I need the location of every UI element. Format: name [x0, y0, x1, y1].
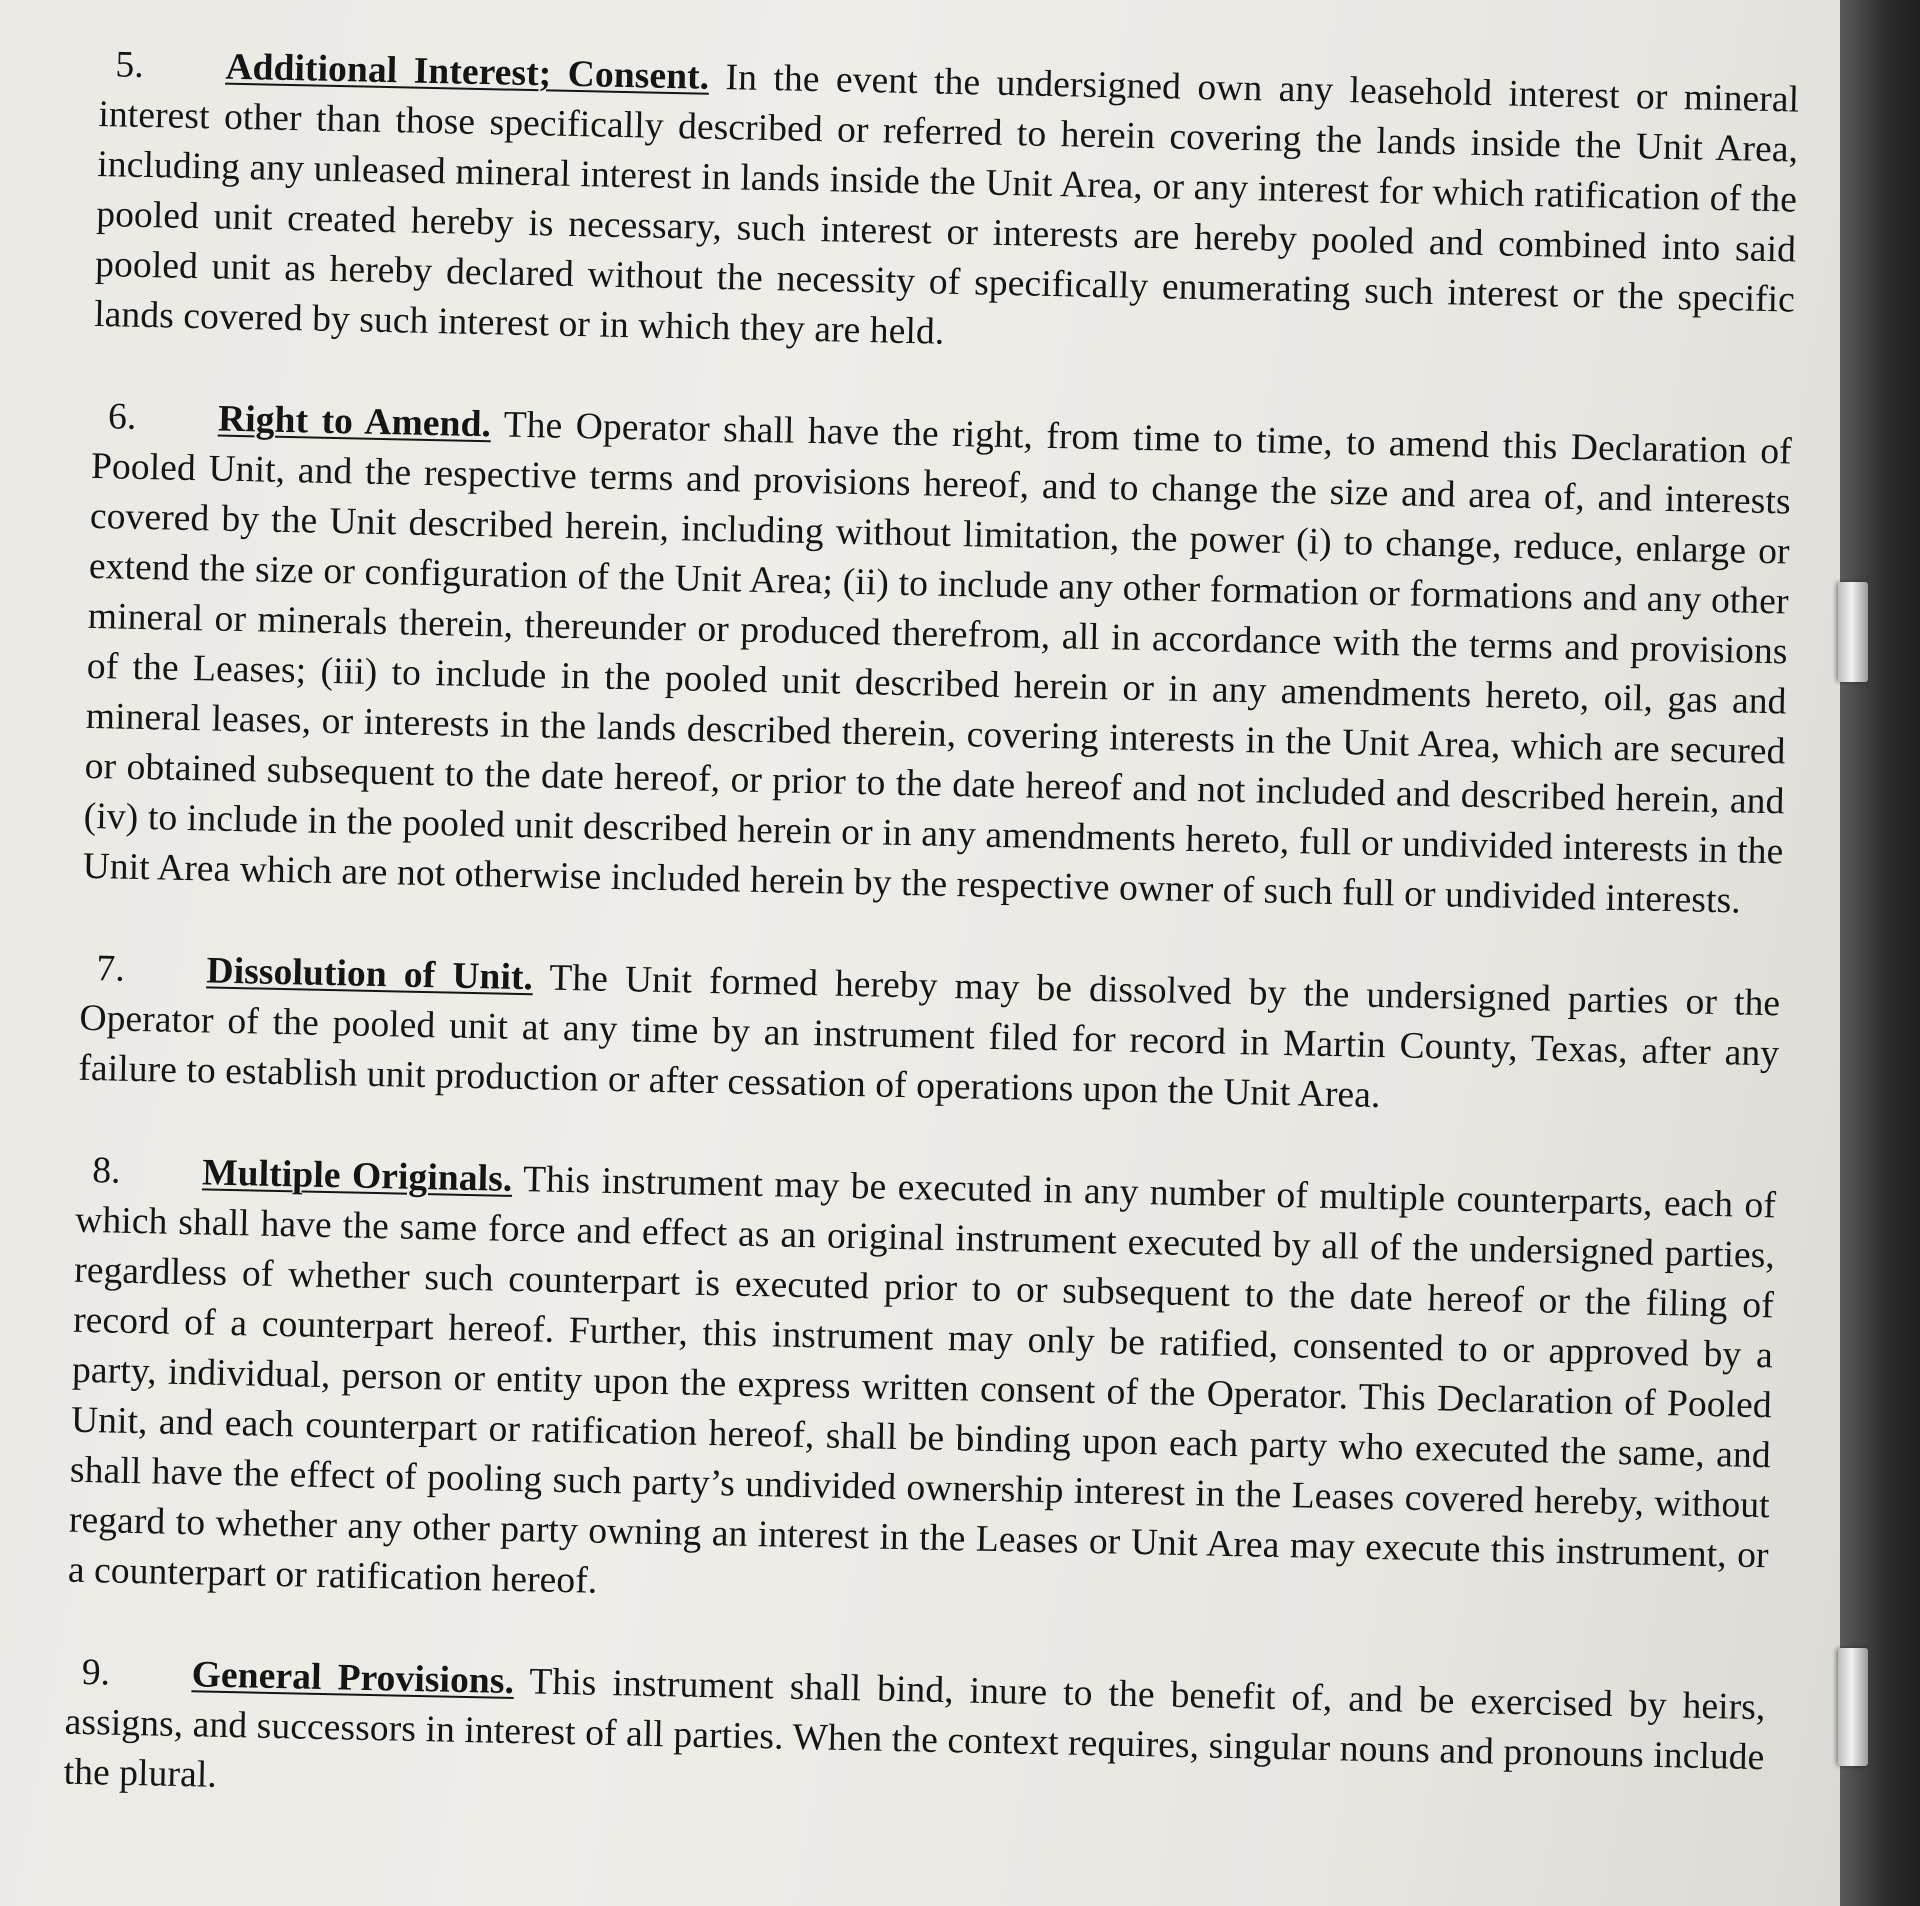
section-text: In the event the undersigned own any leasehold interest or mineral interest other than those specifically described or referred to herein covering the lands inside the Unit Area, including any unleased mineral interest in lands inside the Unit Area, or any interest for which ratification of the pooled unit created hereby is necessary, such interest or interests are hereby pooled and combined into said pooled unit as hereby declared without the necessity of specifically enumerating such interest or the specific lands covered by such interest or in which they are held.	[93, 57, 1800, 353]
section-number: 6.	[107, 396, 137, 438]
binder-edge	[1840, 0, 1920, 1906]
section-text: This instrument may be executed in any number of multiple counterparts, each of which shall have the same force and effect as an original instrument executed by all of the undersigned parties, regardless of whether such counterpart is executed prior to or subsequent to the date hereof or the filing of record of a counterpart hereof. Further, this instrument may only be ratified, consented to or approved by a party, individual, person or entity upon the express written consent of the Operator. This Declaration of Pooled Unit, and each counterpart or ratification hereof, shall be binding upon each party who executed the same, and shall have the effect of pooling such party’s undivided ownership interest in the Leases covered hereby, without regard to whether any other party owning an interest in the Leases or Unit Area may execute this instrument, or a counterpart or ratification hereof.	[67, 1159, 1777, 1602]
section-heading: Right to Amend.	[217, 398, 492, 446]
binder-clip	[1838, 582, 1868, 682]
section-8	[67, 1146, 1776, 1632]
section-5	[94, 40, 1800, 376]
document-body	[62, 40, 1800, 1885]
section-heading: Dissolution of Unit.	[206, 950, 534, 999]
section-heading: General Provisions.	[191, 1654, 515, 1703]
section-number: 7.	[96, 948, 126, 990]
section-text: The Operator shall have the right, from time to time, to amend this Declaration of Pooled Unit, and the respective terms and provisions hereof, and to change the size and area of, and interests covered by the Unit described herein, including without limitation, the power (i) to change, reduce, enlarge or extend the size or configuration of the Unit Area; (ii) to include any other formation or formations and any other mineral or minerals therein, thereunder or produced therefrom, all in accordance with the terms and provisions of the Leases; (iii) to include in the pooled unit described herein or in any amendments hereto, oil, gas and mineral leases, or interests in the lands described therein, covering interests in the Unit Area, which are secured or obtained subsequent to the date hereof, or prior to the date hereof and not included and described herein, and (iv) to include in the pooled unit described herein or in any amendments hereto, full or undivided interests in the Unit Area which are not otherwise included herein by the respective owner of such full or undivided interests.	[82, 404, 1793, 922]
section-6	[82, 392, 1792, 927]
section-number: 5.	[115, 44, 145, 86]
section-heading: Additional Interest; Consent.	[225, 46, 710, 98]
section-number: 9.	[81, 1651, 111, 1694]
binder-clip	[1838, 1648, 1868, 1766]
section-7	[78, 944, 1781, 1130]
section-text: This instrument shall bind, inure to the benefit of, and be exercised by heirs, assigns, and successors in interest of all parties. When the context requires, singular nouns and pronouns include the plural.	[63, 1661, 1766, 1796]
section-text: The Unit formed hereby may be dissolved by the undersigned parties or the Operator of the pooled unit at any time by an instrument filed for record in Martin County, Texas, after any failure to establish unit production or after cessation of operations upon the Unit Area.	[78, 957, 1781, 1117]
section-number: 8.	[91, 1150, 122, 1192]
section-9	[63, 1648, 1766, 1834]
section-heading: Multiple Originals.	[201, 1152, 513, 1200]
